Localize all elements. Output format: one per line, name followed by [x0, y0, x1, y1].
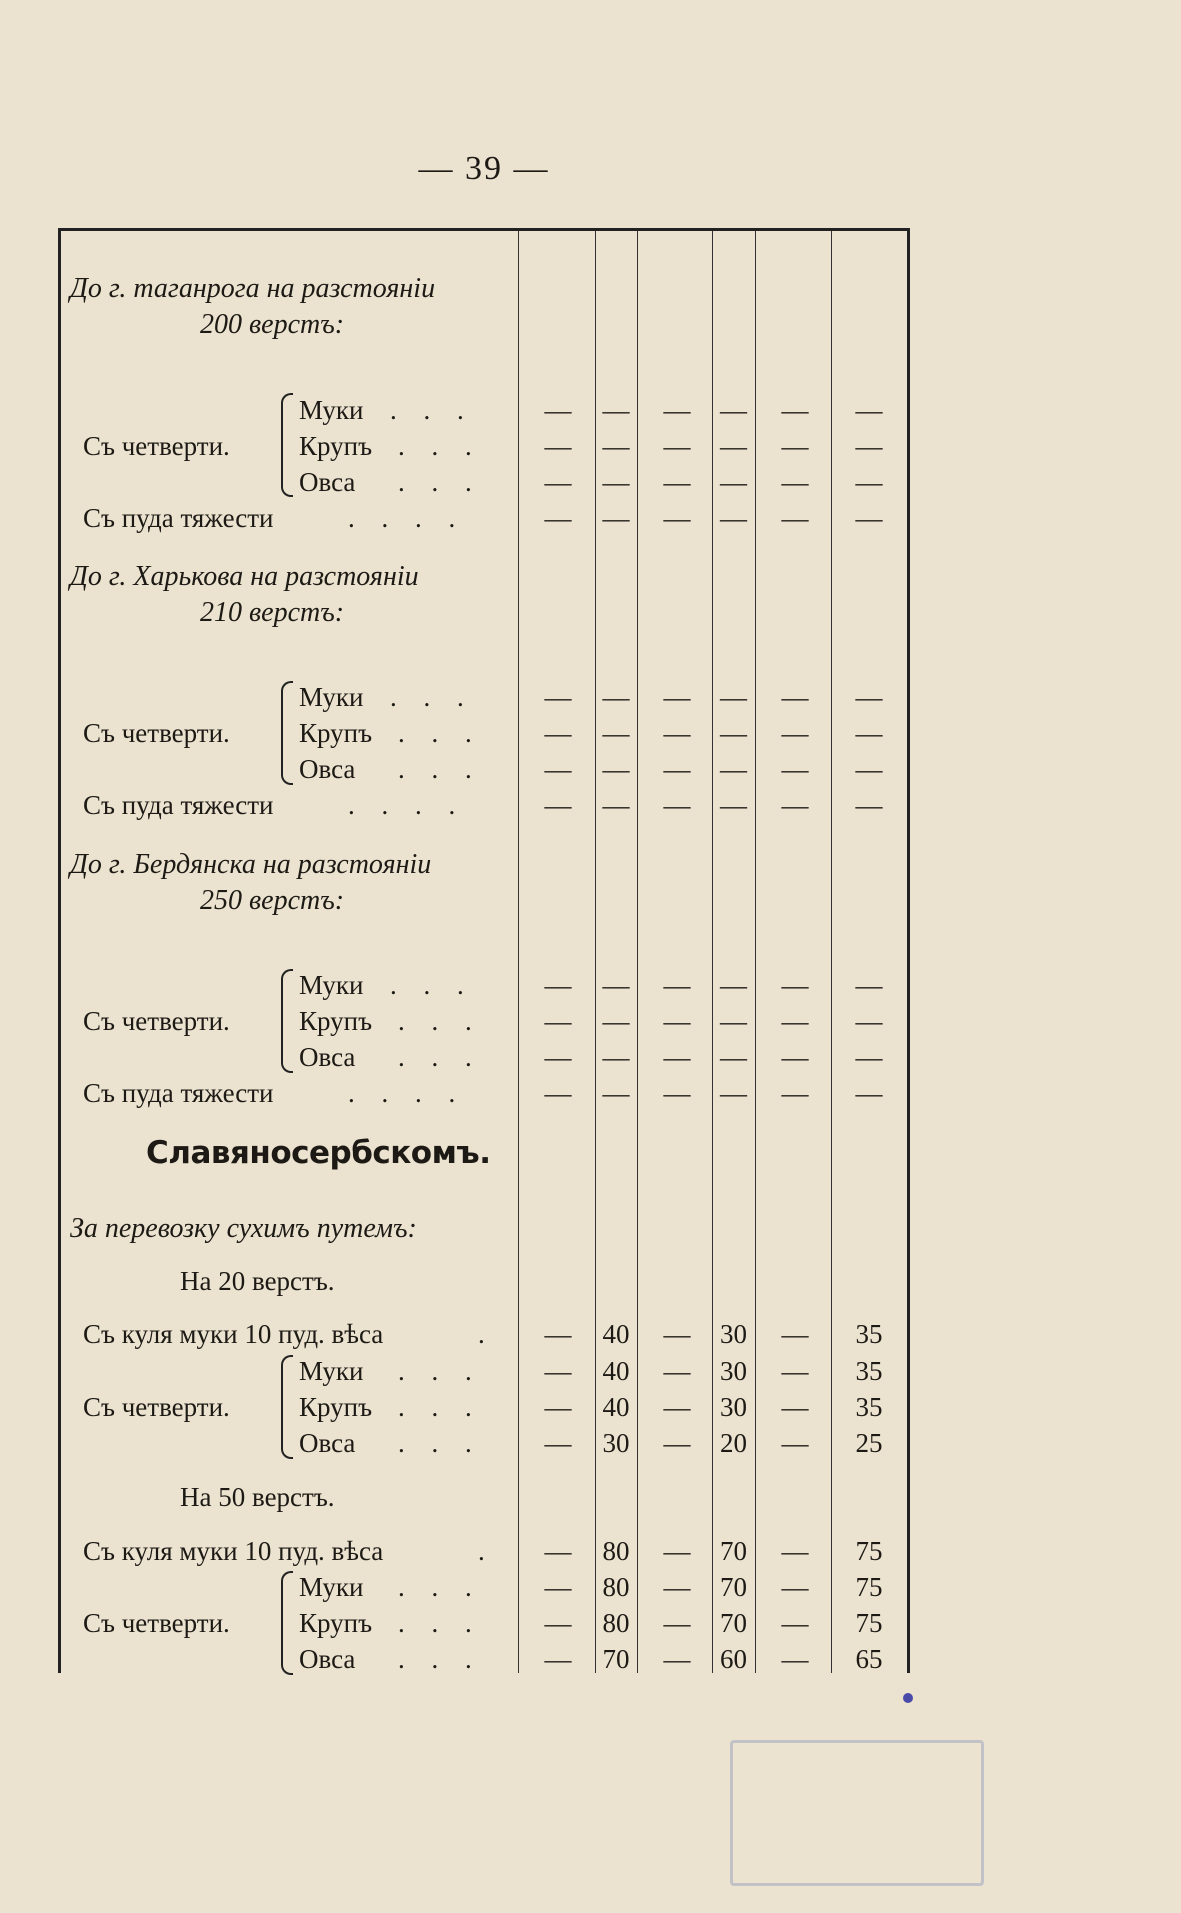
cell: —: [781, 1608, 809, 1638]
cell: —: [663, 754, 691, 784]
cell: —: [602, 790, 630, 820]
cell: —: [544, 1078, 572, 1108]
leader-dots: . . .: [398, 1006, 482, 1036]
leader-dots: . . .: [398, 1608, 482, 1638]
item-label: Овса: [299, 467, 356, 497]
cell: 70: [720, 1536, 747, 1566]
cell: —: [663, 467, 691, 497]
cell: —: [602, 682, 630, 712]
item-label: Крупъ: [299, 1006, 373, 1036]
freight-table: [58, 228, 910, 1673]
cell: 25: [855, 1428, 883, 1458]
item-label: Овса: [299, 754, 356, 784]
cell: —: [663, 1042, 691, 1072]
cell: 30: [720, 1319, 747, 1349]
cell: 40: [602, 1356, 630, 1386]
leader-dots: . . .: [398, 754, 482, 784]
cell: —: [781, 1428, 809, 1458]
item-label: Крупъ: [299, 431, 373, 461]
cell: —: [544, 1644, 572, 1674]
cell: —: [781, 1078, 809, 1108]
cell: —: [781, 1536, 809, 1566]
item-label: Овса: [299, 1428, 356, 1458]
cell: —: [781, 1644, 809, 1674]
cell: 35: [855, 1319, 883, 1349]
cell: —: [781, 1572, 809, 1602]
cell: —: [781, 395, 809, 425]
leader-dots: . . .: [398, 431, 482, 461]
section-distance: 210 верстъ:: [200, 597, 345, 628]
cell: —: [663, 718, 691, 748]
quarter-label: Съ четверти.: [83, 1392, 230, 1422]
cell: —: [602, 503, 630, 533]
leader-dots: . . .: [398, 1428, 482, 1458]
cell: 30: [720, 1356, 747, 1386]
table-row: [58, 1316, 910, 1352]
cell: —: [855, 1006, 883, 1036]
table-row: [58, 1389, 910, 1425]
cell: —: [544, 970, 572, 1000]
leader-dots: . . . .: [348, 790, 466, 820]
cell: —: [855, 1042, 883, 1072]
leader-dots: .: [478, 1536, 495, 1566]
table-row: [58, 1569, 910, 1605]
cell: —: [781, 682, 809, 712]
cell: —: [855, 431, 883, 461]
pud-label: Съ пуда тяжести: [83, 1078, 274, 1108]
section-distance: 200 верстъ:: [200, 309, 345, 340]
cell: 30: [602, 1428, 630, 1458]
library-stamp: [730, 1740, 984, 1886]
cell: —: [720, 1078, 747, 1108]
cell: —: [781, 503, 809, 533]
cell: 75: [855, 1536, 883, 1566]
table-row: [58, 464, 910, 500]
kul-label: Съ куля муки 10 пуд. вѣса: [83, 1319, 384, 1349]
cell: —: [602, 1042, 630, 1072]
table-row: [58, 1075, 910, 1111]
leader-dots: . . .: [398, 1356, 482, 1386]
section-heading: До г. таганрога на разстояніи: [70, 273, 436, 304]
cell: —: [663, 1644, 691, 1674]
distance-title: На 20 верстъ.: [180, 1266, 335, 1296]
cell: —: [855, 970, 883, 1000]
cell: 80: [602, 1608, 630, 1638]
cell: —: [781, 431, 809, 461]
cell: —: [544, 431, 572, 461]
kul-label: Съ куля муки 10 пуд. вѣса: [83, 1536, 384, 1566]
cell: —: [602, 467, 630, 497]
cell: 40: [602, 1392, 630, 1422]
cell: —: [855, 395, 883, 425]
cell: —: [544, 1428, 572, 1458]
cell: —: [663, 503, 691, 533]
cell: —: [663, 1392, 691, 1422]
cell: 35: [855, 1392, 883, 1422]
cell: —: [544, 790, 572, 820]
page-number: — 39 —: [418, 150, 550, 187]
cell: —: [544, 1392, 572, 1422]
cell: —: [544, 395, 572, 425]
table-row: [58, 1533, 910, 1569]
cell: —: [544, 754, 572, 784]
cell: —: [720, 682, 747, 712]
cell: 80: [602, 1572, 630, 1602]
cell: —: [544, 682, 572, 712]
leader-dots: . . .: [390, 682, 474, 712]
item-label: Муки: [299, 970, 364, 1000]
cell: —: [663, 395, 691, 425]
table-row: [58, 1425, 910, 1461]
leader-dots: . . .: [398, 1572, 482, 1602]
table-row: [58, 1605, 910, 1641]
item-label: Муки: [299, 1572, 364, 1602]
district-title: Славяносербскомъ.: [146, 1135, 491, 1171]
cell: —: [781, 718, 809, 748]
leader-dots: .: [478, 1319, 495, 1349]
item-label: Муки: [299, 682, 364, 712]
cell: —: [663, 1428, 691, 1458]
section-distance: 250 верстъ:: [200, 885, 345, 916]
cell: —: [855, 503, 883, 533]
pud-label: Съ пуда тяжести: [83, 503, 274, 533]
distance-title: На 50 верстъ.: [180, 1482, 335, 1512]
cell: —: [544, 503, 572, 533]
cell: 75: [855, 1608, 883, 1638]
quarter-label: Съ четверти.: [83, 431, 230, 461]
cell: —: [720, 1006, 747, 1036]
cell: —: [544, 718, 572, 748]
cell: —: [781, 1319, 809, 1349]
cell: —: [720, 970, 747, 1000]
item-label: Муки: [299, 395, 364, 425]
cell: 35: [855, 1356, 883, 1386]
cell: —: [602, 1078, 630, 1108]
cell: —: [663, 1608, 691, 1638]
item-label: Крупъ: [299, 1608, 373, 1638]
table-row: [58, 715, 910, 751]
quarter-label: Съ четверти.: [83, 1006, 230, 1036]
cell: 40: [602, 1319, 630, 1349]
cell: —: [663, 790, 691, 820]
cell: —: [720, 503, 747, 533]
cell: —: [720, 395, 747, 425]
table-row: [58, 500, 910, 536]
cell: —: [663, 1536, 691, 1566]
quarter-label: Съ четверти.: [83, 718, 230, 748]
cell: —: [602, 1006, 630, 1036]
cell: —: [781, 1006, 809, 1036]
cell: —: [781, 970, 809, 1000]
cell: —: [720, 1042, 747, 1072]
cell: 60: [720, 1644, 747, 1674]
table-row: [58, 751, 910, 787]
leader-dots: . . . .: [348, 503, 466, 533]
leader-dots: . . . .: [348, 1078, 466, 1108]
cell: —: [544, 1356, 572, 1386]
cell: —: [720, 718, 747, 748]
cell: —: [720, 467, 747, 497]
cell: —: [781, 790, 809, 820]
leader-dots: . . .: [398, 1392, 482, 1422]
item-label: Овса: [299, 1644, 356, 1674]
cell: —: [663, 682, 691, 712]
item-label: Муки: [299, 1356, 364, 1386]
table-row: [58, 392, 910, 428]
leader-dots: . . .: [398, 1042, 482, 1072]
cell: —: [663, 1356, 691, 1386]
cell: —: [544, 1319, 572, 1349]
cell: —: [663, 1572, 691, 1602]
item-label: Овса: [299, 1042, 356, 1072]
cell: —: [855, 1078, 883, 1108]
cell: —: [544, 1042, 572, 1072]
cell: —: [781, 1042, 809, 1072]
cell: —: [544, 1536, 572, 1566]
cell: —: [544, 1006, 572, 1036]
cell: —: [781, 1392, 809, 1422]
cell: 75: [855, 1572, 883, 1602]
cell: —: [720, 790, 747, 820]
cell: 70: [720, 1572, 747, 1602]
item-label: Крупъ: [299, 718, 373, 748]
cell: —: [602, 970, 630, 1000]
table-row: [58, 428, 910, 464]
cell: 70: [720, 1608, 747, 1638]
table-row: [58, 679, 910, 715]
cell: —: [781, 754, 809, 784]
leader-dots: . . .: [398, 1644, 482, 1674]
section-heading: До г. Харькова на разстояніи: [70, 561, 419, 592]
cell: 70: [602, 1644, 630, 1674]
cell: —: [781, 467, 809, 497]
cell: —: [663, 970, 691, 1000]
cell: —: [720, 754, 747, 784]
cell: —: [855, 682, 883, 712]
leader-dots: . . .: [398, 718, 482, 748]
cell: —: [602, 395, 630, 425]
ink-dot: [903, 1693, 913, 1703]
quarter-label: Съ четверти.: [83, 1608, 230, 1638]
cell: —: [855, 718, 883, 748]
leader-dots: . . .: [390, 395, 474, 425]
leader-dots: . . .: [390, 970, 474, 1000]
cell: 65: [855, 1644, 883, 1674]
cell: 30: [720, 1392, 747, 1422]
table-row: [58, 1641, 910, 1677]
cell: —: [602, 431, 630, 461]
cell: —: [663, 431, 691, 461]
cell: —: [855, 754, 883, 784]
cell: —: [544, 1608, 572, 1638]
cell: —: [663, 1006, 691, 1036]
table-row: [58, 967, 910, 1003]
cell: 80: [602, 1536, 630, 1566]
table-row: [58, 787, 910, 823]
cell: —: [602, 754, 630, 784]
cell: —: [720, 431, 747, 461]
cell: —: [663, 1319, 691, 1349]
cell: —: [855, 467, 883, 497]
leader-dots: . . .: [398, 467, 482, 497]
item-label: Крупъ: [299, 1392, 373, 1422]
section-heading: До г. Бердянска на разстояніи: [70, 849, 432, 880]
cell: —: [855, 790, 883, 820]
cell: —: [544, 1572, 572, 1602]
cell: —: [602, 718, 630, 748]
cell: —: [544, 467, 572, 497]
cell: 20: [720, 1428, 747, 1458]
transport-heading: За перевозку сухимъ путемъ:: [70, 1213, 417, 1244]
table-row: [58, 1353, 910, 1389]
cell: —: [663, 1078, 691, 1108]
cell: —: [781, 1356, 809, 1386]
table-row: [58, 1039, 910, 1075]
table-row: [58, 1003, 910, 1039]
pud-label: Съ пуда тяжести: [83, 790, 274, 820]
